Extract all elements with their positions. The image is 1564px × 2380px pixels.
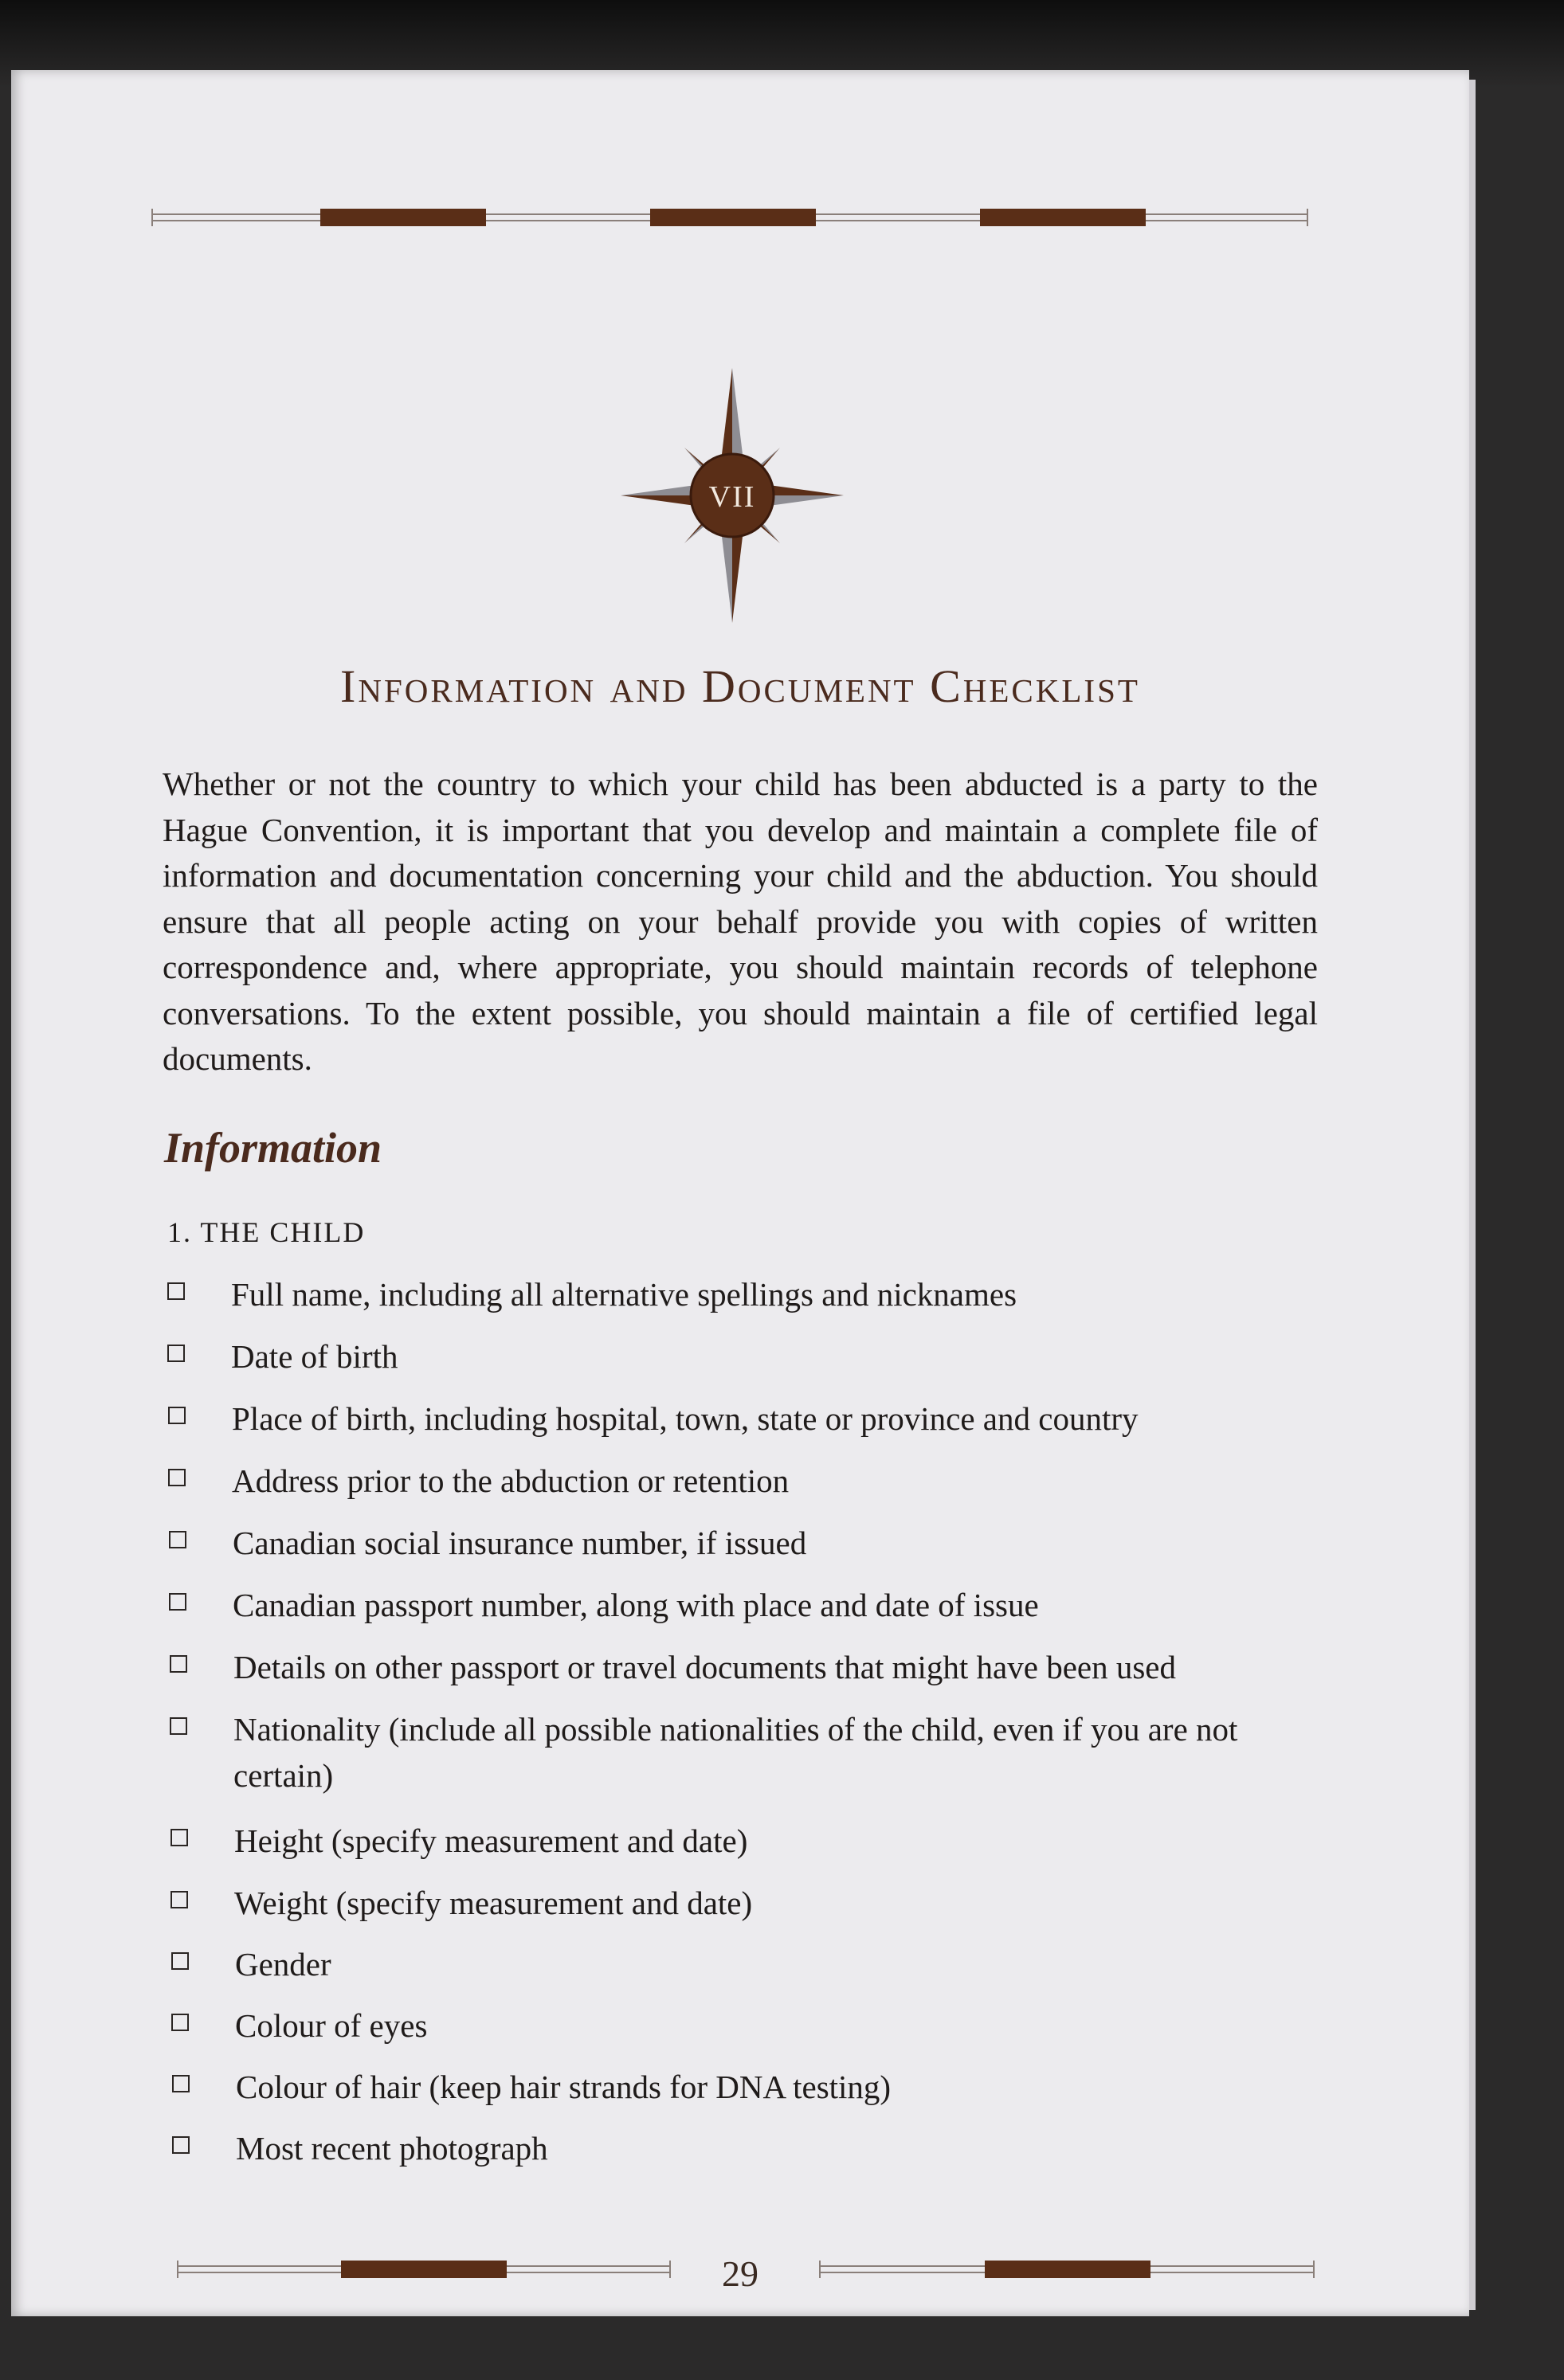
checkbox[interactable] <box>171 1891 188 1908</box>
intro-paragraph: Whether or not the country to which your child has been abducted is a party to the Hague Convention, it is important that you develop and maintain a complete file of information and documentation concerning your child and the abduction. You should ensure that all people acting on your behalf provide you with copies of written correspondence and, where appropriate, you should maintain records of telephone conversations. To the extent possible, you should maintain a file of certified legal documents. <box>163 765 1318 1077</box>
checkbox[interactable] <box>172 2136 190 2154</box>
checklist-item-text: Address prior to the abduction or retention <box>232 1462 790 1499</box>
page-number: 29 <box>722 2253 758 2294</box>
chapter-numeral: VII <box>708 480 756 514</box>
checklist-item[interactable] <box>171 1941 1311 1987</box>
checklist-item[interactable] <box>169 1520 1308 1566</box>
checkbox[interactable] <box>169 1531 186 1548</box>
checklist-item-text: Colour of hair (keep hair strands for DNA testing) <box>236 2069 892 2105</box>
checklist-item-text: Full name, including all alternative spellings and nicknames <box>231 1276 1017 1313</box>
checklist-item-text: Colour of eyes <box>235 2007 428 2044</box>
checklist-item-text: Date of birth <box>231 1338 398 1375</box>
checkbox[interactable] <box>171 1829 188 1846</box>
checklist-item[interactable] <box>169 1582 1308 1628</box>
checkbox[interactable] <box>167 1345 185 1362</box>
checkbox[interactable] <box>168 1469 186 1486</box>
checkbox[interactable] <box>170 1717 187 1735</box>
checklist-item-text: Most recent photograph <box>236 2130 548 2167</box>
checklist-item[interactable] <box>170 1644 1309 1690</box>
checklist-item-text: Place of birth, including hospital, town, state or province and country <box>232 1400 1139 1437</box>
top-ornament-bar <box>151 209 1308 226</box>
checklist-item-text: Nationality (include all possible nationalities of the child, even if you are not certain) <box>233 1711 1238 1794</box>
checklist-item[interactable] <box>167 1271 1307 1317</box>
checklist-item-text: Height (specify measurement and date) <box>234 1822 748 1859</box>
checkbox[interactable] <box>170 1655 187 1673</box>
checklist-item[interactable] <box>168 1396 1307 1442</box>
checklist-item-text: Details on other passport or travel documents that might have been used <box>233 1649 1176 1685</box>
checklist-item[interactable] <box>168 1458 1307 1504</box>
checkbox[interactable] <box>169 1593 186 1611</box>
page-edge <box>1469 80 1476 2310</box>
checklist-item[interactable] <box>171 2002 1311 2049</box>
checkbox[interactable] <box>171 1952 189 1970</box>
bottom-ornament-right <box>819 2261 1315 2278</box>
checklist-item[interactable] <box>170 1706 1309 1799</box>
section-heading: Information <box>164 1124 382 1172</box>
checklist-item[interactable] <box>172 2064 1311 2110</box>
checkbox[interactable] <box>168 1407 186 1424</box>
checkbox[interactable] <box>167 1282 185 1300</box>
checklist-item[interactable] <box>171 1880 1310 1926</box>
checklist-item-text: Gender <box>235 1946 331 1983</box>
checkbox[interactable] <box>172 2075 190 2092</box>
checkbox[interactable] <box>171 2014 189 2031</box>
subsection-heading: 1. THE CHILD <box>167 1216 366 1248</box>
compass-rose-icon <box>617 366 848 629</box>
checklist-item-text: Canadian passport number, along with place and date of issue <box>233 1587 1039 1623</box>
checklist-item[interactable] <box>172 2125 1311 2171</box>
checklist-item-text: Weight (specify measurement and date) <box>234 1885 753 1921</box>
book-page <box>11 70 1469 2316</box>
checklist-item[interactable] <box>167 1333 1307 1380</box>
checklist-item-text: Canadian social insurance number, if issued <box>233 1525 807 1561</box>
page-title: Information and Document Checklist <box>340 660 1140 712</box>
checklist-item[interactable] <box>171 1818 1310 1864</box>
